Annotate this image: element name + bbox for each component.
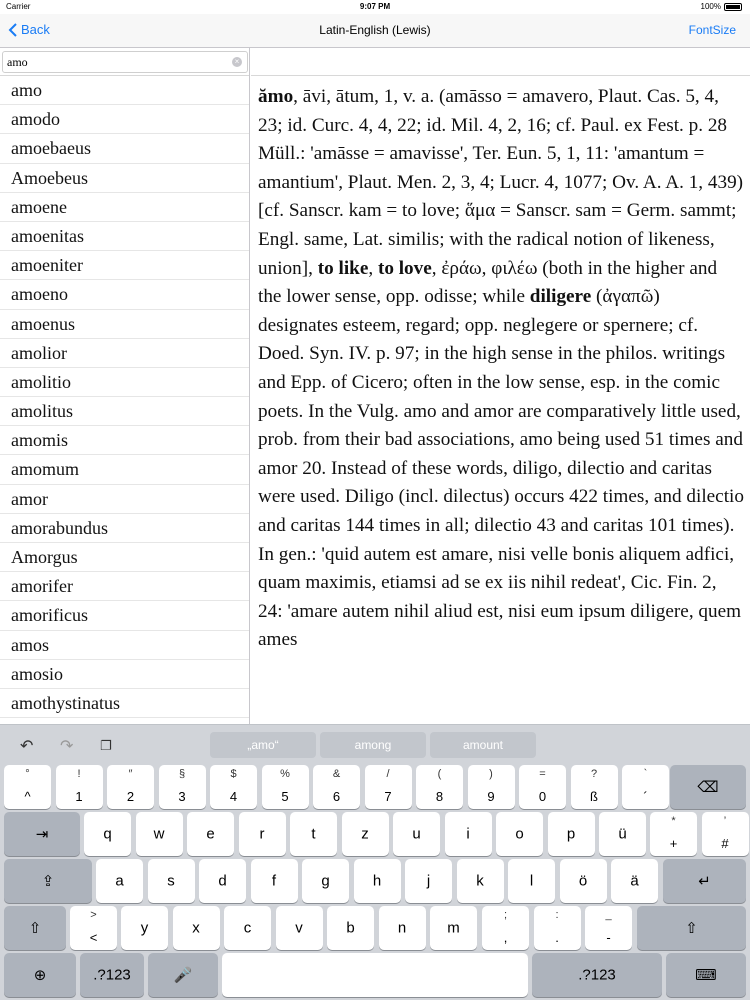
key-label: i — [466, 825, 470, 843]
key-shift-char: : — [555, 909, 559, 921]
paste-icon[interactable]: ❐ — [100, 738, 112, 753]
key-f[interactable] — [251, 859, 298, 903]
numbers-key-right[interactable] — [532, 953, 662, 997]
entry-headword: ămo — [258, 86, 294, 107]
back-button[interactable] — [8, 22, 50, 37]
key[interactable] — [482, 906, 529, 950]
word-list-item[interactable]: amodo — [0, 105, 249, 134]
hide-keyboard-key[interactable] — [666, 953, 746, 997]
key[interactable] — [534, 906, 581, 950]
key[interactable] — [4, 765, 51, 809]
key-char: 1 — [75, 789, 83, 804]
key-shift-char: / — [386, 768, 390, 780]
entry-meaning: to like — [317, 257, 369, 279]
key-ö[interactable] — [560, 859, 607, 903]
key-x[interactable] — [173, 906, 220, 950]
key-label: h — [372, 872, 382, 890]
word-list-item[interactable]: amorifer — [0, 572, 249, 601]
key-label: f — [271, 872, 277, 890]
key-label: e — [206, 825, 215, 843]
clear-icon[interactable]: × — [232, 57, 242, 67]
key-shift-char: ° — [25, 768, 30, 780]
key-label: ä — [630, 872, 639, 890]
key-shift-char: ! — [77, 768, 81, 780]
word-list-item[interactable]: amolitus — [0, 397, 249, 426]
microphone-icon: 🎤 — [173, 967, 193, 984]
key-g[interactable] — [302, 859, 349, 903]
word-list — [0, 76, 249, 718]
space-key[interactable] — [222, 953, 528, 997]
suggestion-3[interactable]: amount — [430, 732, 536, 758]
key-p[interactable] — [548, 812, 595, 856]
navigation-bar — [0, 14, 750, 48]
key-b[interactable] — [327, 906, 374, 950]
key-char: 2 — [126, 789, 135, 804]
dictation-key[interactable] — [148, 953, 218, 997]
key-label: g — [321, 872, 330, 890]
word-list-item[interactable]: amoenus — [0, 310, 249, 339]
key-char: ^ — [24, 789, 31, 804]
key-label: t — [311, 825, 316, 843]
undo-icon[interactable]: ↶ — [20, 738, 34, 755]
key-j[interactable] — [405, 859, 452, 903]
tab-key[interactable] — [4, 812, 80, 856]
word-list-item[interactable]: amoeno — [0, 280, 249, 309]
keyboard-shortcut-bar — [0, 724, 750, 764]
key-label: c — [243, 919, 252, 937]
key-shift-char: _ — [605, 909, 612, 921]
globe-icon: ⊕ — [33, 967, 47, 984]
key-h[interactable] — [354, 859, 401, 903]
key-char: ´ — [643, 789, 648, 804]
key-u[interactable] — [393, 812, 440, 856]
key-label: l — [529, 872, 534, 890]
globe-key[interactable] — [4, 953, 76, 997]
word-list-item[interactable]: amoene — [0, 193, 249, 222]
numbers-key-left[interactable] — [80, 953, 144, 997]
key-ä[interactable] — [611, 859, 658, 903]
carrier-label: Carrier — [6, 2, 31, 11]
key-char: 4 — [229, 789, 238, 804]
key-l[interactable] — [508, 859, 555, 903]
key-label: s — [167, 872, 175, 890]
delete-key[interactable] — [670, 765, 746, 809]
shift-icon: ⇧ — [685, 920, 698, 937]
key[interactable] — [107, 765, 154, 809]
key-char: 9 — [487, 789, 495, 804]
entry-text: (ἀγαπῶ) designates esteem, regard; opp. neglegere or spernere; cf. Doed. Syn. IV. p. 97; in the high sense in the philos. writings and Epp. of Cicero; often in the low sense, esp. in the comic poets. In the Vulg. amo and amor are comparatively little used, prob. from their bad associations, amo being used 51 times and amor 20. Instead of these words, diligo, dilectio and caritas were used. Diligo (incl. dilectus) occurs 422 times, and dilectio and caritas 144 times in all; dilectio 43 and caritas 101 times). In gen.: 'quid autem est amare, nisi velle bonis aliquem adfici, quam maximis, etiamsi ad se ex iis nihil redeat', Cic. Fin. 2, 24: 'amare autem nihil aliud est, nisi eum ipsum diligere, quem ames — [258, 286, 744, 651]
key-char: < — [89, 930, 98, 945]
battery-icon — [724, 3, 742, 11]
key-n[interactable] — [379, 906, 426, 950]
word-list-item[interactable]: amorificus — [0, 601, 249, 630]
key-label: k — [476, 872, 484, 890]
word-list-item[interactable]: amomum — [0, 455, 249, 484]
key[interactable] — [650, 812, 697, 856]
entry-header — [251, 48, 750, 76]
back-label: Back — [21, 22, 50, 37]
keyboard — [0, 724, 750, 1000]
key-label: .?123 — [578, 966, 616, 984]
word-list-item[interactable]: amothystinatus — [0, 689, 249, 718]
key-c[interactable] — [224, 906, 271, 950]
word-list-item[interactable]: amo — [0, 76, 249, 105]
key-label: j — [426, 872, 431, 890]
key-char: + — [669, 836, 678, 851]
key[interactable] — [210, 765, 257, 809]
key-shift-char: ? — [590, 768, 598, 780]
key-label: b — [346, 919, 355, 937]
key-v[interactable] — [276, 906, 323, 950]
key[interactable] — [571, 765, 618, 809]
word-list-item[interactable]: amoenitas — [0, 222, 249, 251]
key-char: , — [503, 930, 508, 945]
chevron-left-icon — [8, 23, 17, 37]
backspace-icon: ⌫ — [697, 779, 719, 796]
suggestion-2[interactable]: among — [320, 732, 426, 758]
key-label: ö — [578, 872, 588, 890]
key-d[interactable] — [199, 859, 246, 903]
key-char: - — [606, 930, 611, 945]
key-label: o — [515, 825, 524, 843]
key-shift-char: > — [90, 909, 97, 921]
key-y[interactable] — [121, 906, 168, 950]
key-i[interactable] — [445, 812, 492, 856]
word-list-item[interactable]: amolior — [0, 339, 249, 368]
key-a[interactable] — [96, 859, 143, 903]
key-w[interactable] — [136, 812, 183, 856]
key-char: 7 — [384, 789, 392, 804]
keyboard-icon: ⌨ — [695, 967, 717, 984]
tab-icon: ⇥ — [35, 826, 49, 843]
key[interactable] — [468, 765, 515, 809]
entry-text: , — [368, 257, 378, 279]
entry-meaning: to love — [377, 257, 432, 279]
battery-percent: 100% — [700, 2, 721, 11]
key-label: d — [218, 872, 227, 890]
key-shift-char: % — [280, 768, 290, 780]
fontsize-button[interactable]: FontSize — [688, 23, 736, 37]
key-char: 3 — [178, 789, 186, 804]
key[interactable] — [365, 765, 412, 809]
key-shift-char: ` — [643, 768, 648, 780]
word-list-item[interactable]: amoebaeus — [0, 134, 249, 163]
shift-lock-key[interactable] — [4, 859, 92, 903]
key-shift-char: * — [671, 815, 676, 827]
word-list-pane — [0, 48, 250, 724]
key-q[interactable] — [84, 812, 131, 856]
key-label: u — [412, 825, 421, 843]
key-shift-char: ( — [437, 768, 442, 780]
key-label: n — [397, 919, 407, 937]
word-list-item[interactable]: Amorgus — [0, 543, 249, 572]
dictionary-entry — [251, 77, 750, 724]
key-label: m — [447, 919, 460, 937]
key-char: # — [721, 836, 729, 851]
suggestion-1[interactable]: „amo“ — [210, 732, 316, 758]
key-char: 5 — [281, 789, 289, 804]
key-shift-char: ; — [503, 909, 508, 921]
key-label: x — [192, 919, 200, 937]
right-shift-key[interactable] — [637, 906, 746, 950]
key[interactable] — [519, 765, 566, 809]
key-label: v — [295, 919, 303, 937]
key-label: .?123 — [93, 966, 131, 984]
key-label: p — [566, 825, 576, 843]
key[interactable] — [56, 765, 103, 809]
word-list-item[interactable]: amos — [0, 631, 249, 660]
return-icon: ↵ — [698, 873, 711, 890]
word-list-item[interactable]: amosio — [0, 660, 249, 689]
entry-term: diligere — [529, 286, 592, 308]
key[interactable] — [702, 812, 749, 856]
key-o[interactable] — [496, 812, 543, 856]
key-e[interactable] — [187, 812, 234, 856]
shift-icon: ⇧ — [28, 920, 42, 937]
capslock-icon: ⇪ — [41, 873, 55, 890]
search-bar — [0, 48, 249, 76]
word-list-item[interactable]: amor — [0, 485, 249, 514]
search-input[interactable] — [2, 51, 248, 73]
key-shift-char: ″ — [128, 768, 133, 780]
key-char: 8 — [435, 789, 444, 804]
key-k[interactable] — [457, 859, 504, 903]
key-r[interactable] — [239, 812, 286, 856]
key-s[interactable] — [148, 859, 195, 903]
key-shift-char: = — [539, 768, 546, 780]
clock: 9:07 PM — [359, 2, 391, 11]
word-list-item[interactable]: amolitio — [0, 368, 249, 397]
word-list-item[interactable]: amoeniter — [0, 251, 249, 280]
key-z[interactable] — [342, 812, 389, 856]
key-label: r — [259, 825, 265, 843]
key-label: z — [361, 825, 369, 843]
key[interactable] — [416, 765, 463, 809]
word-list-item[interactable]: amomis — [0, 426, 249, 455]
key[interactable] — [622, 765, 669, 809]
key-ü[interactable] — [599, 812, 646, 856]
entry-text: , ἐράω, φιλέω (both in the higher and the lower sense, opp. odisse; while — [258, 257, 718, 308]
return-key[interactable] — [663, 859, 746, 903]
key-label: ü — [618, 825, 627, 843]
key[interactable] — [159, 765, 206, 809]
key-char: 6 — [332, 789, 341, 804]
page-title: Latin-English (Lewis) — [319, 23, 431, 37]
key-char: ß — [590, 789, 598, 804]
redo-icon[interactable]: ↷ — [60, 738, 74, 755]
word-list-item[interactable]: Amoebeus — [0, 164, 249, 193]
key[interactable] — [70, 906, 117, 950]
key-char: . — [555, 930, 559, 945]
key-t[interactable] — [290, 812, 337, 856]
key-label: w — [153, 825, 165, 843]
key-label: q — [103, 825, 112, 843]
key[interactable] — [585, 906, 632, 950]
entry-text: , āvi, ātum, 1, v. a. (amāsso = amavero, Plaut. Cas. 5, 4, 23; id. Curc. 4, 4, 22; id. Mil. 4, 2, 16; cf. Paul. ex Fest. p. 28 Müll.: 'amāsse = amavisse', Ter. Eun. 5, 1, 11: 'amantum = amantium', Plaut. Men. 2, 3, 4; Lucr. 4, 1077; Ov. A. A. 1, 439) [cf. Sanscr. kam = to love; ἅμα = Sanscr. sam = Germ. sammt; Engl. same, Lat. similis; with the radical notion of likeness, union], — [258, 86, 744, 279]
key-shift-char: § — [178, 768, 186, 780]
key[interactable] — [262, 765, 309, 809]
key-shift-char: $ — [230, 768, 237, 780]
key-shift-char: & — [332, 768, 341, 780]
key-label: a — [115, 872, 124, 890]
key-shift-char: ) — [489, 768, 493, 780]
status-bar — [0, 0, 750, 14]
word-list-item[interactable]: amorabundus — [0, 514, 249, 543]
key-label: y — [140, 919, 149, 937]
key-shift-char: ’ — [723, 815, 727, 827]
left-shift-key[interactable] — [4, 906, 66, 950]
key-char: 0 — [538, 789, 547, 804]
key-m[interactable] — [430, 906, 477, 950]
battery-indicator — [701, 2, 742, 11]
key[interactable] — [313, 765, 360, 809]
